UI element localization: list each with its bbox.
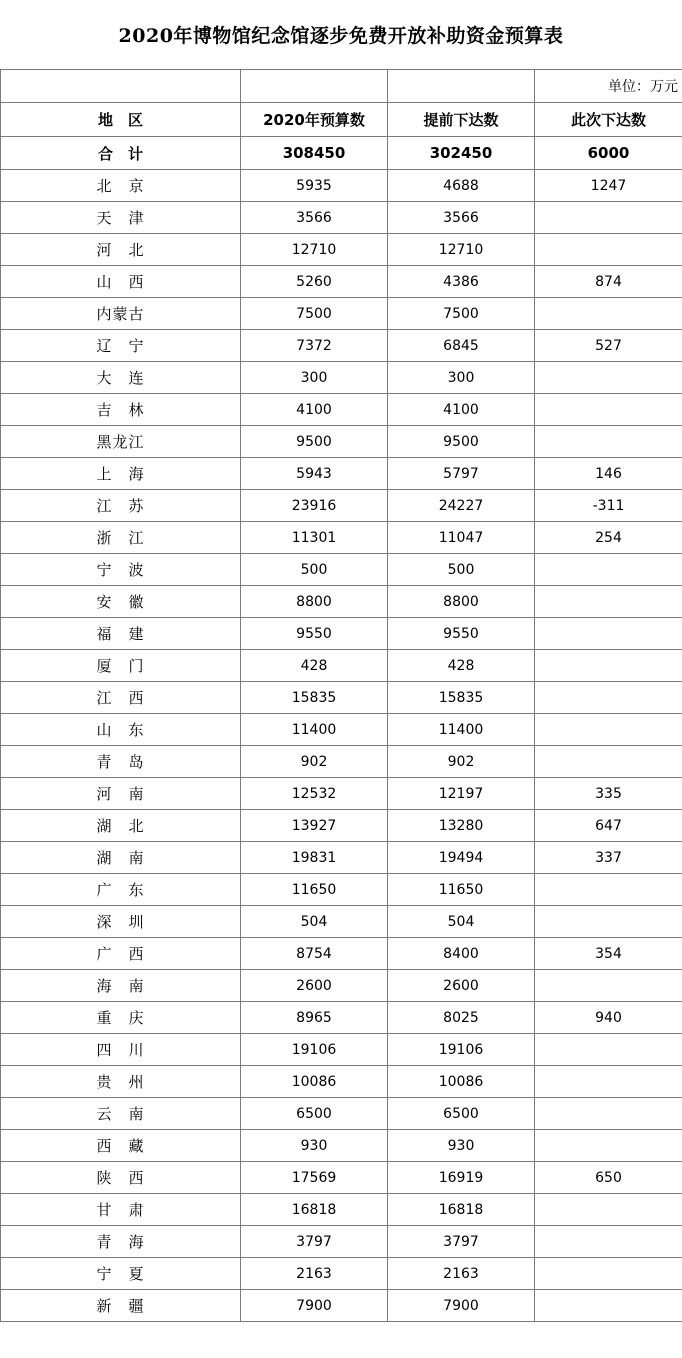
current-cell: 527 (535, 330, 682, 362)
region-cell: 甘 肃 (1, 1194, 241, 1226)
current-cell (535, 1098, 682, 1130)
advance-cell: 9550 (388, 618, 535, 650)
table-row (1, 778, 682, 810)
region-cell: 辽 宁 (1, 330, 241, 362)
current-cell: 254 (535, 522, 682, 554)
current-cell (535, 970, 682, 1002)
advance-cell: 5797 (388, 458, 535, 490)
current-cell: 647 (535, 810, 682, 842)
table-row (1, 810, 682, 842)
budget-cell: 11301 (241, 522, 388, 554)
table-row (1, 1066, 682, 1098)
budget-cell: 6500 (241, 1098, 388, 1130)
table-row (1, 842, 682, 874)
region-cell: 厦 门 (1, 650, 241, 682)
advance-cell: 12197 (388, 778, 535, 810)
total-budget: 308450 (241, 137, 388, 170)
budget-cell: 9500 (241, 426, 388, 458)
current-cell (535, 234, 682, 266)
unit-row (1, 70, 682, 103)
advance-cell: 16818 (388, 1194, 535, 1226)
table-row (1, 1226, 682, 1258)
advance-cell: 2163 (388, 1258, 535, 1290)
header-current: 此次下达数 (535, 103, 682, 137)
current-cell: 354 (535, 938, 682, 970)
total-current: 6000 (535, 137, 682, 170)
advance-cell: 24227 (388, 490, 535, 522)
current-cell (535, 906, 682, 938)
region-cell: 四 川 (1, 1034, 241, 1066)
advance-cell: 4100 (388, 394, 535, 426)
total-advance: 302450 (388, 137, 535, 170)
budget-cell: 7500 (241, 298, 388, 330)
budget-cell: 5935 (241, 170, 388, 202)
table-row (1, 1290, 682, 1322)
budget-cell: 3797 (241, 1226, 388, 1258)
advance-cell: 504 (388, 906, 535, 938)
table-row (1, 938, 682, 970)
empty-cell (241, 70, 388, 103)
current-cell: 650 (535, 1162, 682, 1194)
budget-cell: 19831 (241, 842, 388, 874)
region-cell: 内蒙古 (1, 298, 241, 330)
current-cell (535, 362, 682, 394)
advance-cell: 10086 (388, 1066, 535, 1098)
table-row (1, 682, 682, 714)
table-row (1, 1002, 682, 1034)
budget-cell: 2600 (241, 970, 388, 1002)
table-row (1, 1034, 682, 1066)
table-row (1, 1258, 682, 1290)
advance-cell: 11047 (388, 522, 535, 554)
region-cell: 广 西 (1, 938, 241, 970)
region-cell: 天 津 (1, 202, 241, 234)
budget-cell: 8800 (241, 586, 388, 618)
region-cell: 海 南 (1, 970, 241, 1002)
current-cell: 146 (535, 458, 682, 490)
region-cell: 安 徽 (1, 586, 241, 618)
budget-cell: 300 (241, 362, 388, 394)
table-row (1, 330, 682, 362)
region-cell: 河 南 (1, 778, 241, 810)
region-cell: 西 藏 (1, 1130, 241, 1162)
budget-table (0, 69, 682, 1322)
current-cell: 335 (535, 778, 682, 810)
region-cell: 重 庆 (1, 1002, 241, 1034)
total-label: 合 计 (1, 137, 241, 170)
region-cell: 山 西 (1, 266, 241, 298)
budget-cell: 500 (241, 554, 388, 586)
table-body (1, 70, 682, 1322)
advance-cell: 2600 (388, 970, 535, 1002)
advance-cell: 13280 (388, 810, 535, 842)
region-cell: 青 海 (1, 1226, 241, 1258)
region-cell: 江 西 (1, 682, 241, 714)
advance-cell: 8400 (388, 938, 535, 970)
region-cell: 贵 州 (1, 1066, 241, 1098)
table-row (1, 362, 682, 394)
budget-cell: 4100 (241, 394, 388, 426)
region-cell: 江 苏 (1, 490, 241, 522)
table-row (1, 586, 682, 618)
table-row (1, 202, 682, 234)
table-row (1, 266, 682, 298)
region-cell: 深 圳 (1, 906, 241, 938)
advance-cell: 500 (388, 554, 535, 586)
region-cell: 大 连 (1, 362, 241, 394)
table-row (1, 1130, 682, 1162)
current-cell (535, 426, 682, 458)
budget-cell: 23916 (241, 490, 388, 522)
region-cell: 云 南 (1, 1098, 241, 1130)
budget-cell: 7900 (241, 1290, 388, 1322)
advance-cell: 902 (388, 746, 535, 778)
table-row (1, 522, 682, 554)
advance-cell: 9500 (388, 426, 535, 458)
current-cell (535, 1258, 682, 1290)
current-cell (535, 298, 682, 330)
advance-cell: 8025 (388, 1002, 535, 1034)
advance-cell: 19494 (388, 842, 535, 874)
current-cell (535, 1066, 682, 1098)
region-cell: 河 北 (1, 234, 241, 266)
current-cell: 337 (535, 842, 682, 874)
current-cell (535, 618, 682, 650)
current-cell (535, 650, 682, 682)
region-cell: 吉 林 (1, 394, 241, 426)
budget-cell: 11400 (241, 714, 388, 746)
total-row (1, 137, 682, 170)
table-row (1, 170, 682, 202)
current-cell (535, 1226, 682, 1258)
advance-cell: 300 (388, 362, 535, 394)
current-cell (535, 1290, 682, 1322)
budget-cell: 12532 (241, 778, 388, 810)
current-cell: 1247 (535, 170, 682, 202)
budget-cell: 902 (241, 746, 388, 778)
budget-cell: 5260 (241, 266, 388, 298)
region-cell: 福 建 (1, 618, 241, 650)
current-cell: 940 (535, 1002, 682, 1034)
empty-cell (1, 70, 241, 103)
budget-cell: 930 (241, 1130, 388, 1162)
table-row (1, 874, 682, 906)
table-row (1, 458, 682, 490)
budget-cell: 5943 (241, 458, 388, 490)
region-cell: 湖 北 (1, 810, 241, 842)
table-row (1, 298, 682, 330)
region-cell: 北 京 (1, 170, 241, 202)
current-cell (535, 682, 682, 714)
advance-cell: 7900 (388, 1290, 535, 1322)
budget-cell: 428 (241, 650, 388, 682)
region-cell: 青 岛 (1, 746, 241, 778)
budget-cell: 17569 (241, 1162, 388, 1194)
region-cell: 宁 波 (1, 554, 241, 586)
current-cell (535, 746, 682, 778)
empty-cell (388, 70, 535, 103)
table-row (1, 1194, 682, 1226)
page-title: 2020年博物馆纪念馆逐步免费开放补助资金预算表 (118, 25, 564, 47)
budget-cell: 8965 (241, 1002, 388, 1034)
region-cell: 黑龙江 (1, 426, 241, 458)
advance-cell: 6845 (388, 330, 535, 362)
current-cell (535, 714, 682, 746)
advance-cell: 4688 (388, 170, 535, 202)
region-cell: 湖 南 (1, 842, 241, 874)
advance-cell: 11650 (388, 874, 535, 906)
table-row (1, 234, 682, 266)
advance-cell: 428 (388, 650, 535, 682)
table-row (1, 426, 682, 458)
region-cell: 上 海 (1, 458, 241, 490)
budget-cell: 9550 (241, 618, 388, 650)
advance-cell: 15835 (388, 682, 535, 714)
table-row (1, 714, 682, 746)
region-cell: 广 东 (1, 874, 241, 906)
unit-label: 单位：万元 (535, 70, 682, 103)
header-region: 地 区 (1, 103, 241, 137)
current-cell (535, 1130, 682, 1162)
advance-cell: 6500 (388, 1098, 535, 1130)
advance-cell: 12710 (388, 234, 535, 266)
current-cell (535, 1194, 682, 1226)
region-cell: 浙 江 (1, 522, 241, 554)
budget-cell: 15835 (241, 682, 388, 714)
region-cell: 宁 夏 (1, 1258, 241, 1290)
budget-cell: 12710 (241, 234, 388, 266)
current-cell (535, 586, 682, 618)
table-row (1, 490, 682, 522)
advance-cell: 8800 (388, 586, 535, 618)
current-cell (535, 202, 682, 234)
advance-cell: 16919 (388, 1162, 535, 1194)
budget-cell: 10086 (241, 1066, 388, 1098)
budget-cell: 2163 (241, 1258, 388, 1290)
advance-cell: 3797 (388, 1226, 535, 1258)
header-budget: 2020年预算数 (241, 103, 388, 137)
current-cell (535, 874, 682, 906)
current-cell (535, 554, 682, 586)
budget-cell: 19106 (241, 1034, 388, 1066)
table-row (1, 906, 682, 938)
current-cell (535, 394, 682, 426)
budget-cell: 8754 (241, 938, 388, 970)
budget-cell: 11650 (241, 874, 388, 906)
current-cell: -311 (535, 490, 682, 522)
header-advance: 提前下达数 (388, 103, 535, 137)
advance-cell: 3566 (388, 202, 535, 234)
advance-cell: 4386 (388, 266, 535, 298)
region-cell: 陕 西 (1, 1162, 241, 1194)
table-row (1, 970, 682, 1002)
advance-cell: 19106 (388, 1034, 535, 1066)
advance-cell: 930 (388, 1130, 535, 1162)
header-row (1, 103, 682, 137)
table-row (1, 1162, 682, 1194)
region-cell: 新 疆 (1, 1290, 241, 1322)
current-cell (535, 1034, 682, 1066)
table-row (1, 394, 682, 426)
budget-cell: 16818 (241, 1194, 388, 1226)
table-row (1, 1098, 682, 1130)
budget-cell: 7372 (241, 330, 388, 362)
budget-cell: 13927 (241, 810, 388, 842)
advance-cell: 7500 (388, 298, 535, 330)
table-row (1, 618, 682, 650)
region-cell: 山 东 (1, 714, 241, 746)
table-row (1, 746, 682, 778)
table-row (1, 650, 682, 682)
advance-cell: 11400 (388, 714, 535, 746)
table-row (1, 554, 682, 586)
budget-cell: 504 (241, 906, 388, 938)
current-cell: 874 (535, 266, 682, 298)
budget-cell: 3566 (241, 202, 388, 234)
